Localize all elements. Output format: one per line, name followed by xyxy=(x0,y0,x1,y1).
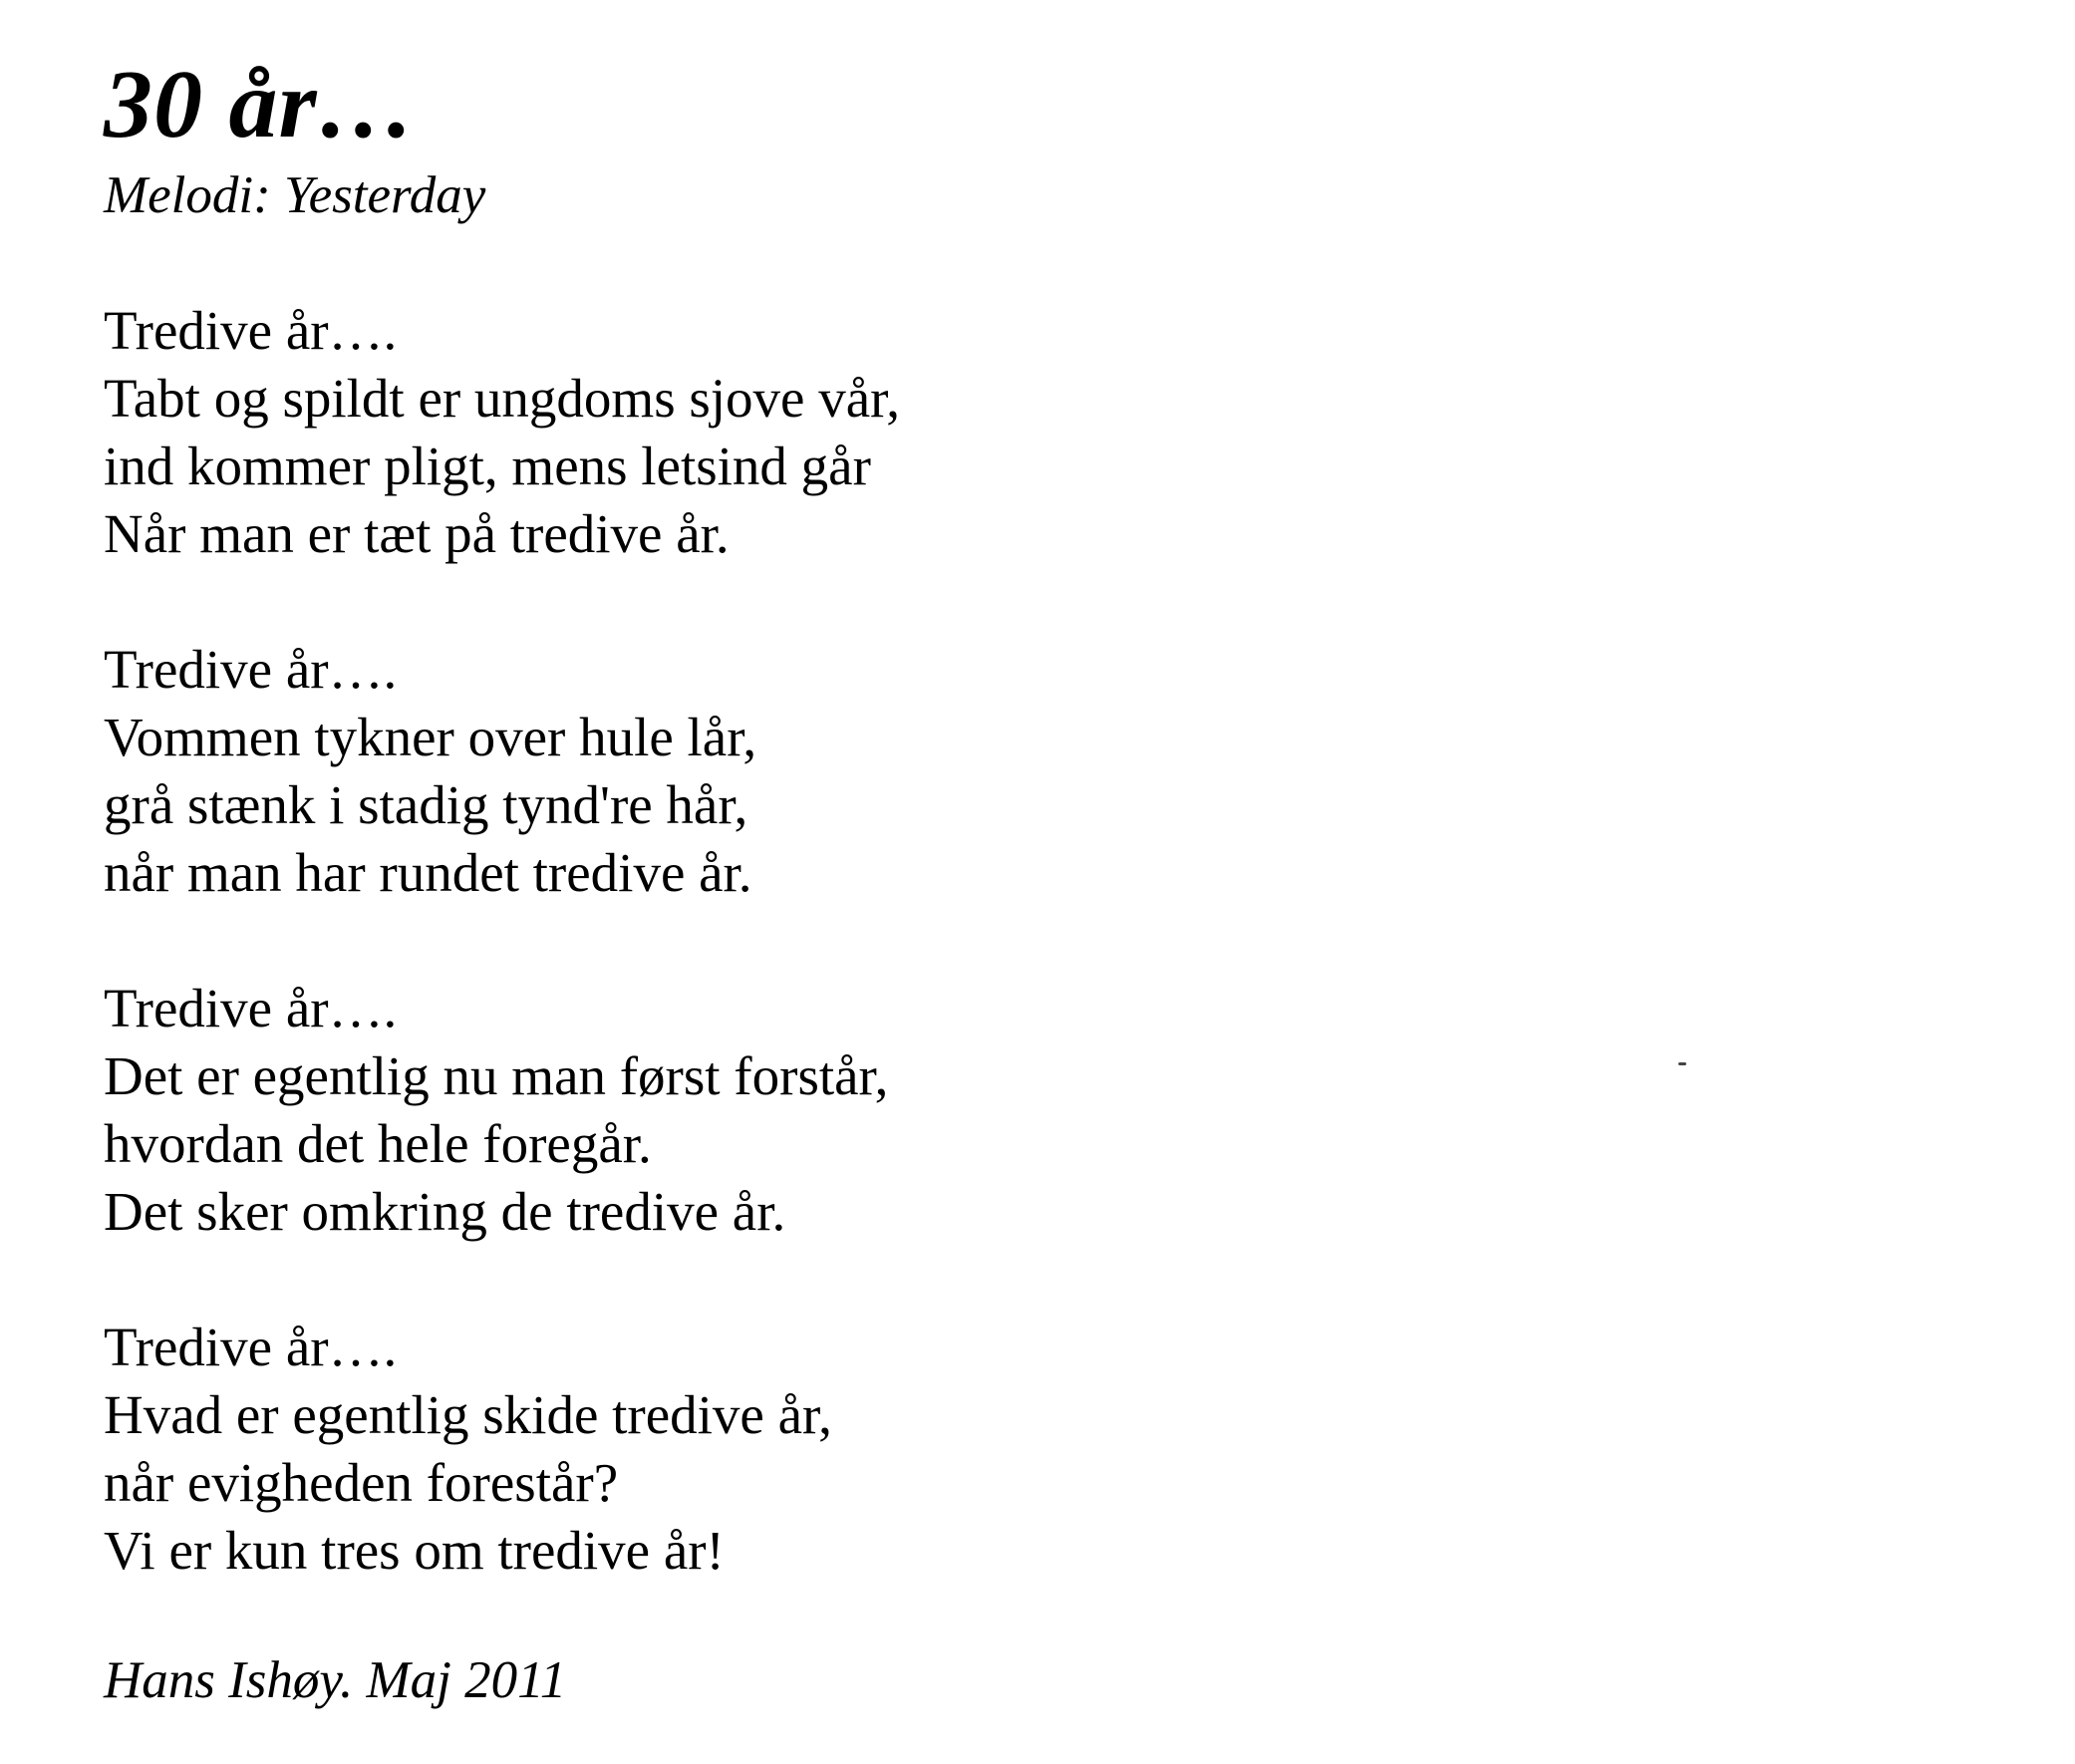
verse-line: Tredive år…. xyxy=(104,300,398,361)
verse-2 xyxy=(104,636,1997,907)
verse-line: Tabt og spildt er ungdoms sjove vår, xyxy=(104,368,900,429)
poem-page xyxy=(104,50,1997,1712)
poem-verses xyxy=(104,297,1997,1585)
verse-line: Tredive år…. xyxy=(104,1317,398,1377)
poem-title: 30 år… xyxy=(104,51,417,158)
author-signature: Hans Ishøy. Maj 2011 xyxy=(104,1651,567,1709)
verse-line: Når man er tæt på tredive år. xyxy=(104,503,730,564)
verse-line: Hvad er egentlig skide tredive år, xyxy=(104,1384,832,1445)
verse-4 xyxy=(104,1314,1997,1585)
verse-line: grå stænk i stadig tynd're hår, xyxy=(104,774,748,835)
verse-line: når man har rundet tredive år. xyxy=(104,842,752,903)
verse-line: hvordan det hele foregår. xyxy=(104,1113,652,1174)
verse-line: Det er egentlig nu man først forstår, xyxy=(104,1045,889,1106)
verse-line: Vi er kun tres om tredive år! xyxy=(104,1520,725,1581)
verse-1 xyxy=(104,297,1997,568)
melody-subtitle: Melodi: Yesterday xyxy=(104,166,486,224)
verse-line: når evigheden forestår? xyxy=(104,1452,619,1513)
verse-line: Tredive år…. xyxy=(104,639,398,700)
verse-line: ind kommer pligt, mens letsind går xyxy=(104,436,871,496)
verse-line: Vommen tykner over hule lår, xyxy=(104,707,757,767)
verse-3 xyxy=(104,975,1997,1246)
verse-line: Tredive år…. xyxy=(104,978,398,1038)
scan-speck xyxy=(1678,1062,1686,1065)
verse-line: Det sker omkring de tredive år. xyxy=(104,1181,786,1242)
